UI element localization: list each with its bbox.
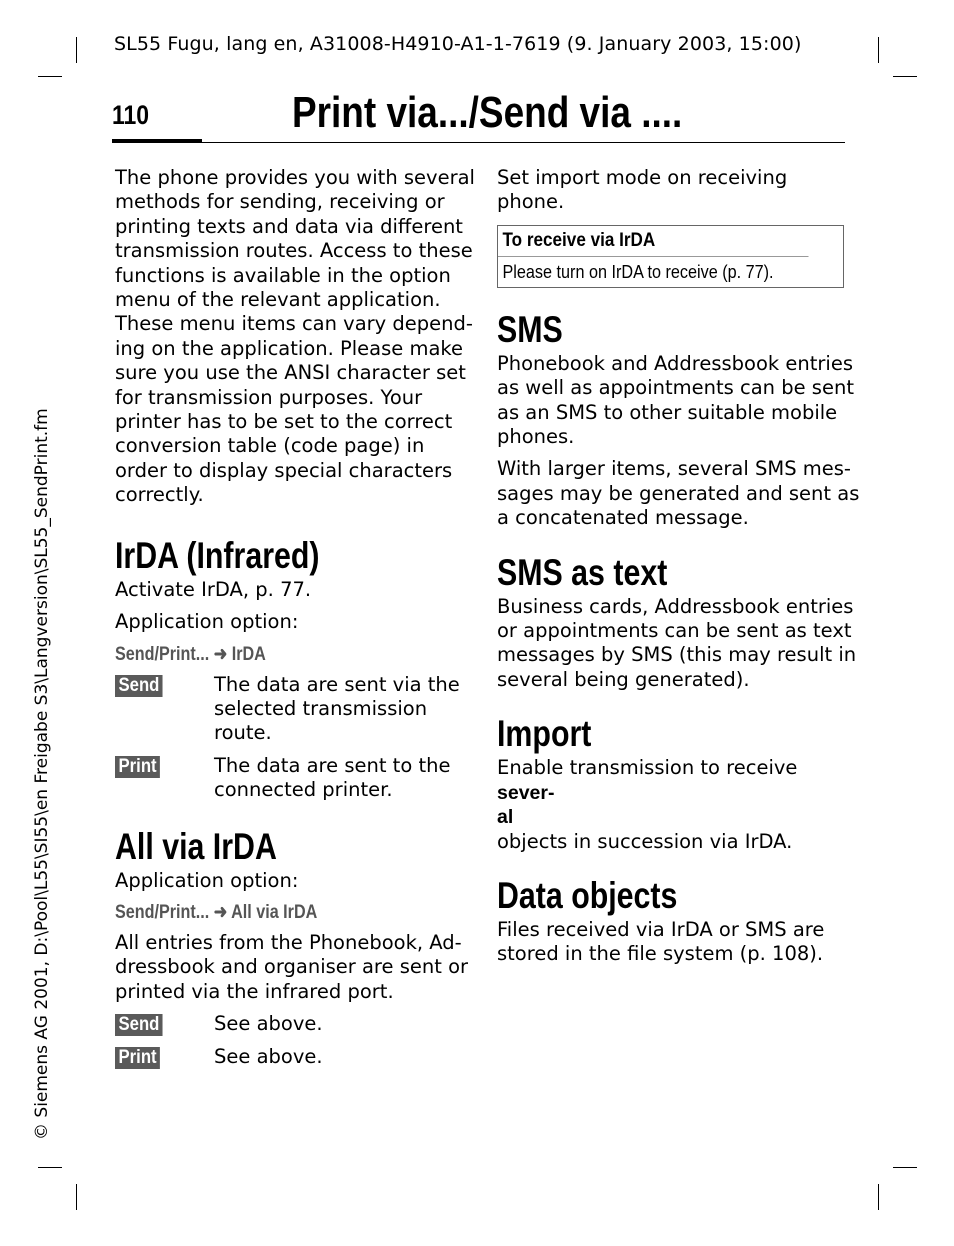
send-softkey: Send xyxy=(115,675,163,697)
crop-mark xyxy=(878,1184,879,1210)
irda-activate: Activate IrDA, p. 77. xyxy=(115,577,312,601)
print-softkey: Print xyxy=(115,756,160,778)
option-description: The data are sent via the selected transmission route. xyxy=(214,672,460,745)
print-softkey: Print xyxy=(115,1047,160,1069)
left-column xyxy=(115,166,475,1077)
sms-text-paragraph: Business cards, Addressbook entries or appointments can be sent as text messages by SMS (this may result in several being generated). xyxy=(497,594,857,691)
sms-paragraph-2: With larger items, several SMS mes- sages may be generated and sent as a concatenated message. xyxy=(497,457,860,530)
sms-paragraph: Phonebook and Addressbook entries as well as appointments can be sent as an SMS to other suitable mobile phones. xyxy=(497,351,854,449)
import-heading: Import xyxy=(497,713,592,755)
crop-mark xyxy=(76,1184,77,1210)
irda-app-option: Application option: xyxy=(115,610,299,634)
import-paragraph: Enable transmission to receive sever- al objects in succession via IrDA. xyxy=(497,756,798,853)
sms-heading: SMS xyxy=(497,308,563,350)
irda-heading: IrDA (Infrared) xyxy=(115,534,320,576)
notice-body: Please turn on IrDA to receive (p. 77). xyxy=(502,261,774,282)
option-description: The data are sent to the connected printer. xyxy=(214,753,451,802)
title-rule xyxy=(112,142,845,143)
all-irda-description: All entries from the Phonebook, Ad- dressbook and organiser are sent or printed via the infrared port. xyxy=(115,930,469,1003)
option-description: See above. xyxy=(214,1044,323,1068)
document-meta: SL55 Fugu, lang en, A31008-H4910-A1-1-7619 (9. January 2003, 15:00) xyxy=(114,33,802,55)
crop-mark xyxy=(893,76,917,77)
page-title: Print via.../Send via .... xyxy=(292,88,683,137)
option-description: See above. xyxy=(214,1012,323,1036)
page-number: 110 xyxy=(112,100,150,130)
sidebar-source-path: © Siemens AG 2001, D:\Pool\L55\SI55\en Freigabe S3\Langversion\SL55_SendPrint.fm xyxy=(32,408,52,1140)
all-irda-menu-path: Send/Print... ➜ All via IrDA xyxy=(115,901,318,923)
all-irda-app-option: Application option: xyxy=(115,868,299,892)
irda-notice-box xyxy=(497,225,844,288)
notice-title: To receive via IrDA xyxy=(498,226,809,257)
data-objects-heading: Data objects xyxy=(497,874,678,916)
crop-mark xyxy=(38,76,62,77)
crop-mark xyxy=(38,1167,62,1168)
option-row xyxy=(115,1012,460,1036)
crop-mark xyxy=(893,1167,917,1168)
crop-mark xyxy=(76,37,77,63)
option-row xyxy=(115,754,460,803)
intro-paragraph: The phone provides you with several methods for sending, receiving or printing texts and data via different transmission routes. Access to these functions is available in the option menu of the relevant application. These menu items can vary depend- ing on the application. Please make sure you use the ANSI character set for transmission purposes. Your printer has to be set to the correct conversion table (code page) in order to display special characters correctly. xyxy=(115,166,475,507)
send-softkey: Send xyxy=(115,1014,163,1036)
option-row xyxy=(115,673,460,746)
sms-text-heading: SMS as text xyxy=(497,551,668,593)
data-objects-paragraph: Files received via IrDA or SMS are stored in the file system (p. 108). xyxy=(497,917,825,966)
option-row xyxy=(115,1045,460,1069)
irda-menu-path: Send/Print... ➜ IrDA xyxy=(115,643,266,665)
all-irda-heading: All via IrDA xyxy=(115,825,277,867)
right-column xyxy=(497,166,860,975)
crop-mark xyxy=(878,37,879,63)
import-mode-text: Set import mode on receiving phone. xyxy=(497,166,788,214)
